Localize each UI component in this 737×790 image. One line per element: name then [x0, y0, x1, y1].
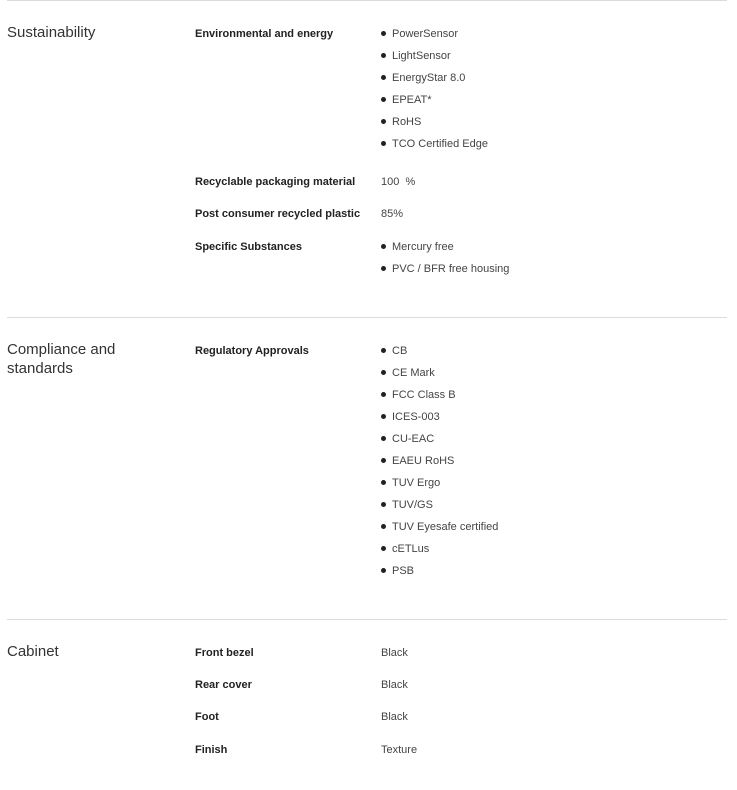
- row-label: Foot: [195, 711, 219, 723]
- row-label: Front bezel: [195, 647, 254, 659]
- bullet-icon: [381, 370, 386, 375]
- list-item-label: TUV/GS: [392, 499, 433, 511]
- section-title: Sustainability: [7, 24, 96, 41]
- list-item: [381, 239, 509, 261]
- list-item: [381, 343, 498, 365]
- spec-row-environmental-and-energy: [195, 26, 727, 174]
- section-compliance-and-standards: [7, 317, 727, 619]
- list-item: [381, 541, 498, 563]
- bullet-list: [381, 239, 509, 283]
- list-item-label: EAEU RoHS: [392, 455, 455, 467]
- row-label: Post consumer recycled plastic: [195, 208, 361, 220]
- spec-row-foot: [195, 709, 727, 742]
- bullet-icon: [381, 524, 386, 529]
- row-value: Black: [381, 711, 408, 723]
- row-label: Rear cover: [195, 679, 252, 691]
- section-sustainability: [7, 0, 727, 317]
- spec-rows: [195, 620, 727, 774]
- spec-row-specific-substances: [195, 239, 727, 283]
- list-item-label: TUV Ergo: [392, 477, 441, 489]
- row-label: Regulatory Approvals: [195, 345, 309, 357]
- row-value: 85%: [381, 208, 404, 220]
- row-value: Black: [381, 647, 408, 659]
- list-item-label: Mercury free: [392, 241, 454, 253]
- row-label: Specific Substances: [195, 241, 302, 253]
- spec-row-rear-cover: [195, 677, 727, 709]
- list-item-label: CU-EAC: [392, 433, 435, 445]
- row-label: Environmental and energy: [195, 28, 334, 40]
- section-title: Compliance and standards: [7, 341, 116, 377]
- list-item: [381, 48, 488, 70]
- list-item-label: EPEAT*: [392, 94, 432, 106]
- list-item: [381, 387, 498, 409]
- bullet-icon: [381, 348, 386, 353]
- list-item-label: CE Mark: [392, 367, 435, 379]
- list-item: [381, 136, 488, 158]
- list-item-label: cETLus: [392, 543, 430, 555]
- list-item-label: PVC / BFR free housing: [392, 263, 510, 275]
- bullet-icon: [381, 546, 386, 551]
- row-value: 100 %: [381, 176, 416, 188]
- spec-row-finish: [195, 742, 727, 774]
- bullet-icon: [381, 141, 386, 146]
- section-title: Cabinet: [7, 643, 59, 660]
- bullet-icon: [381, 458, 386, 463]
- list-item: [381, 26, 488, 48]
- bullet-icon: [381, 480, 386, 485]
- bullet-icon: [381, 31, 386, 36]
- list-item-label: CB: [392, 345, 408, 357]
- list-item: [381, 431, 498, 453]
- bullet-icon: [381, 244, 386, 249]
- list-item-label: ICES-003: [392, 411, 440, 423]
- section-cabinet: [7, 619, 727, 790]
- row-label: Recyclable packaging material: [195, 176, 356, 188]
- bullet-icon: [381, 119, 386, 124]
- spec-row-front-bezel: [195, 645, 727, 677]
- bullet-icon: [381, 568, 386, 573]
- list-item: [381, 475, 498, 497]
- bullet-icon: [381, 414, 386, 419]
- bullet-icon: [381, 75, 386, 80]
- list-item: [381, 497, 498, 519]
- list-item: [381, 261, 509, 283]
- list-item: [381, 114, 488, 136]
- row-label: Finish: [195, 744, 228, 756]
- bullet-list: [381, 343, 498, 585]
- bullet-icon: [381, 436, 386, 441]
- list-item-label: FCC Class B: [392, 389, 456, 401]
- list-item: [381, 519, 498, 541]
- row-value: Black: [381, 679, 408, 691]
- list-item: [381, 409, 498, 431]
- list-item: [381, 563, 498, 585]
- list-item-label: EnergyStar 8.0: [392, 72, 466, 84]
- spec-rows: [195, 318, 727, 585]
- row-value: Texture: [381, 744, 418, 756]
- bullet-icon: [381, 97, 386, 102]
- list-item: [381, 453, 498, 475]
- spec-rows: [195, 1, 727, 283]
- bullet-icon: [381, 392, 386, 397]
- list-item-label: PSB: [392, 565, 415, 577]
- bullet-icon: [381, 266, 386, 271]
- list-item: [381, 92, 488, 114]
- list-item-label: PowerSensor: [392, 28, 459, 40]
- spec-row-recyclable-packaging-material: [195, 174, 727, 206]
- list-item-label: TCO Certified Edge: [392, 138, 488, 150]
- list-item: [381, 70, 488, 92]
- bullet-icon: [381, 53, 386, 58]
- list-item-label: TUV Eyesafe certified: [392, 521, 499, 533]
- list-item: [381, 365, 498, 387]
- spec-row-regulatory-approvals: [195, 343, 727, 585]
- bullet-list: [381, 26, 488, 158]
- spec-row-post-consumer-recycled-plastic: [195, 206, 727, 239]
- list-item-label: LightSensor: [392, 50, 451, 62]
- bullet-icon: [381, 502, 386, 507]
- list-item-label: RoHS: [392, 116, 422, 128]
